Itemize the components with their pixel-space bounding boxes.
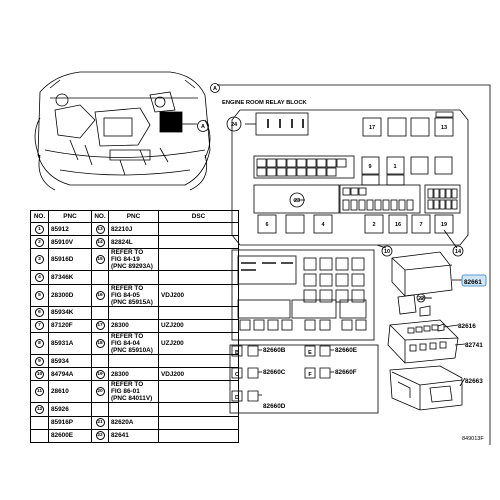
cell-pnc	[49, 249, 92, 271]
item-number-circle: 1	[35, 225, 44, 234]
table-row[interactable]	[31, 354, 239, 367]
cell-pnc2	[109, 332, 159, 354]
cell-text: REFER TO FIG 84-19 (PNC 89293A)	[111, 249, 153, 271]
cell-pnc	[49, 223, 92, 236]
callout-view-a: A	[201, 124, 205, 130]
cell-no	[31, 319, 49, 332]
callout-2: 2	[372, 222, 376, 228]
cell-pnc	[49, 354, 92, 367]
cell-pnc	[49, 319, 92, 332]
cell-text: 87120F	[51, 322, 73, 330]
cell-dsc	[159, 284, 239, 306]
cell-pnc2	[109, 271, 159, 284]
cell-text: UZJ200	[161, 339, 184, 347]
part-label-82660e[interactable]: 82660E	[335, 347, 358, 354]
cell-dsc	[159, 223, 239, 236]
cell-text: 82210J	[111, 225, 133, 233]
cell-pnc2	[109, 236, 159, 249]
table-row[interactable]	[31, 416, 239, 429]
item-number-circle: 21	[97, 420, 103, 426]
cell-pnc	[49, 236, 92, 249]
cell-dsc	[159, 271, 239, 284]
item-number-circle: 19	[97, 371, 103, 377]
cell-pnc	[49, 403, 92, 416]
cell-pnc	[49, 381, 92, 403]
cell-text: 28300D	[51, 291, 74, 299]
cell-text: 85916P	[51, 419, 74, 427]
cell-no2	[92, 223, 109, 236]
legend-letter-b: B	[235, 350, 239, 356]
cell-no2	[92, 381, 109, 403]
callout-10: 10	[383, 249, 391, 255]
cell-dsc	[159, 368, 239, 381]
legend-letter-d: D	[235, 395, 239, 401]
cell-no2	[92, 271, 109, 284]
item-number-circle: 20	[97, 389, 103, 395]
item-number-circle: 2	[35, 238, 44, 247]
cell-text: REFER TO FIG 86-01 (PNC 84011V)	[111, 381, 153, 403]
cell-text: 28300	[111, 322, 129, 330]
cell-text: VDJ200	[161, 370, 185, 378]
callout-22: 22	[417, 296, 425, 302]
callout-6: 6	[265, 222, 269, 228]
cell-text: 28300	[111, 370, 129, 378]
cell-pnc2	[109, 354, 159, 367]
cell-text: REFER TO FIG 84-05 (PNC 85915A)	[111, 284, 153, 306]
cell-no2	[92, 306, 109, 319]
cell-dsc	[159, 319, 239, 332]
table-row[interactable]	[31, 271, 239, 284]
cell-pnc	[49, 306, 92, 319]
table-row[interactable]	[31, 284, 239, 306]
callout-16: 16	[394, 222, 402, 228]
cell-no2	[92, 354, 109, 367]
callout-24: 24	[230, 122, 238, 128]
cell-pnc	[49, 368, 92, 381]
item-number-circle: 11	[36, 389, 43, 395]
cell-no	[31, 429, 49, 442]
cell-pnc	[49, 284, 92, 306]
part-label-82661[interactable]: 82661	[464, 279, 482, 286]
cell-pnc	[49, 271, 92, 284]
table-row[interactable]	[31, 332, 239, 354]
cell-no2	[92, 236, 109, 249]
cell-text: 85926	[51, 405, 69, 413]
callout-13: 13	[440, 125, 448, 131]
item-number-circle: 14	[97, 239, 103, 245]
relay-block-location	[160, 112, 182, 132]
cell-text: 85931A	[51, 339, 74, 347]
cell-pnc	[49, 332, 92, 354]
cell-pnc2	[109, 381, 159, 403]
item-number-circle: 3	[35, 255, 44, 264]
cell-no	[31, 284, 49, 306]
cell-pnc	[49, 429, 92, 442]
table-row[interactable]	[31, 249, 239, 271]
cell-no	[31, 416, 49, 429]
header-no: NO.	[31, 211, 49, 223]
cell-text: 82641	[111, 432, 129, 440]
callout-1: 1	[393, 164, 397, 170]
cell-pnc2	[109, 319, 159, 332]
item-number-circle: 8	[35, 339, 44, 348]
cell-no2	[92, 416, 109, 429]
callout-14: 14	[454, 249, 462, 255]
engine-bay-illustration	[35, 72, 210, 190]
item-number-circle: 10	[36, 371, 43, 377]
item-number-circle: 6	[35, 308, 44, 317]
callout-7: 7	[419, 222, 423, 228]
cell-text: UZJ200	[161, 322, 184, 330]
cell-no	[31, 249, 49, 271]
cell-text: 82824L	[111, 238, 133, 246]
cell-text: VDJ200	[161, 291, 185, 299]
cell-no2	[92, 249, 109, 271]
cell-dsc	[159, 429, 239, 442]
cell-no2	[92, 403, 109, 416]
callout-17: 17	[368, 125, 376, 131]
callout-23: 23	[293, 198, 301, 204]
parts-table-body	[31, 223, 239, 443]
cell-dsc	[159, 381, 239, 403]
cell-pnc2	[109, 416, 159, 429]
parts-table	[30, 210, 239, 443]
cell-pnc2	[109, 249, 159, 271]
cell-no	[31, 223, 49, 236]
table-row[interactable]	[31, 368, 239, 381]
cell-dsc	[159, 416, 239, 429]
cell-no	[31, 306, 49, 319]
part-label-82616[interactable]: 82616	[458, 323, 476, 330]
cell-text: 82620A	[111, 419, 134, 427]
cell-no2	[92, 332, 109, 354]
callout-box-a: A	[213, 86, 217, 92]
part-label-82663[interactable]: 82663	[465, 378, 483, 385]
table-row[interactable]	[31, 319, 239, 332]
item-number-circle: 12	[36, 406, 43, 412]
callout-19: 19	[440, 222, 448, 228]
table-row[interactable]	[31, 429, 239, 442]
item-number-circle: 9	[35, 357, 44, 366]
table-row[interactable]	[31, 403, 239, 416]
cell-text: 85934K	[51, 309, 74, 317]
diagram-code: 849013F	[462, 436, 484, 442]
table-row[interactable]	[31, 381, 239, 403]
part-label-82660b[interactable]: 82660B	[263, 347, 286, 354]
cell-text: 28610	[51, 388, 69, 396]
section-title: ENGINE ROOM RELAY BLOCK	[222, 100, 307, 106]
item-number-circle: 13	[97, 226, 103, 232]
table-row[interactable]	[31, 236, 239, 249]
callout-4: 4	[321, 222, 325, 228]
item-number-circle: 17	[97, 323, 103, 329]
legend-letter-f: F	[308, 372, 312, 378]
cell-no2	[92, 319, 109, 332]
cell-pnc2	[109, 223, 159, 236]
cell-text: 82600E	[51, 432, 74, 440]
cell-dsc	[159, 354, 239, 367]
cell-text: 85934	[51, 357, 69, 365]
item-number-circle: 15	[97, 257, 103, 263]
cell-pnc2	[109, 284, 159, 306]
header-dsc: DSC	[159, 211, 239, 223]
part-label-82660c[interactable]: 82660C	[263, 369, 286, 376]
cell-text: 84794A	[51, 370, 74, 378]
item-number-circle: 5	[35, 291, 44, 300]
part-label-82741[interactable]: 82741	[465, 342, 483, 349]
header-pnc: PNC	[49, 211, 92, 223]
item-number-circle: 4	[35, 273, 44, 282]
table-header-row	[31, 211, 239, 223]
legend-letter-e: E	[308, 350, 312, 356]
cell-pnc2	[109, 429, 159, 442]
cell-no2	[92, 429, 109, 442]
cell-text: 85916D	[51, 256, 74, 264]
cell-no	[31, 236, 49, 249]
callout-9: 9	[368, 164, 372, 170]
cell-no	[31, 354, 49, 367]
item-number-circle: 16	[97, 292, 103, 298]
cell-pnc	[49, 416, 92, 429]
cell-no	[31, 381, 49, 403]
cell-dsc	[159, 332, 239, 354]
table-row[interactable]	[31, 306, 239, 319]
cell-text: REFER TO FIG 84-04 (PNC 85910A)	[111, 332, 153, 354]
cell-text: 85912	[51, 225, 69, 233]
legend-letter-c: C	[235, 372, 239, 378]
header-no2: NO.	[92, 211, 109, 223]
cell-text: 87346K	[51, 273, 74, 281]
cell-no	[31, 271, 49, 284]
cell-dsc	[159, 249, 239, 271]
cell-text: 85910V	[51, 238, 74, 246]
cell-no	[31, 403, 49, 416]
cell-dsc	[159, 403, 239, 416]
cell-pnc2	[109, 306, 159, 319]
table-row[interactable]	[31, 223, 239, 236]
header-pnc2: PNC	[109, 211, 159, 223]
cell-dsc	[159, 306, 239, 319]
cell-pnc2	[109, 403, 159, 416]
item-number-circle: 7	[35, 321, 44, 330]
part-label-82660d[interactable]: 82660D	[263, 403, 286, 410]
cell-dsc	[159, 236, 239, 249]
cell-pnc2	[109, 368, 159, 381]
cell-no2	[92, 284, 109, 306]
cell-no	[31, 368, 49, 381]
item-number-circle: 18	[97, 340, 103, 346]
cell-no2	[92, 368, 109, 381]
part-label-82660f[interactable]: 82660F	[335, 369, 357, 376]
item-number-circle: 22	[97, 433, 103, 439]
cell-no	[31, 332, 49, 354]
